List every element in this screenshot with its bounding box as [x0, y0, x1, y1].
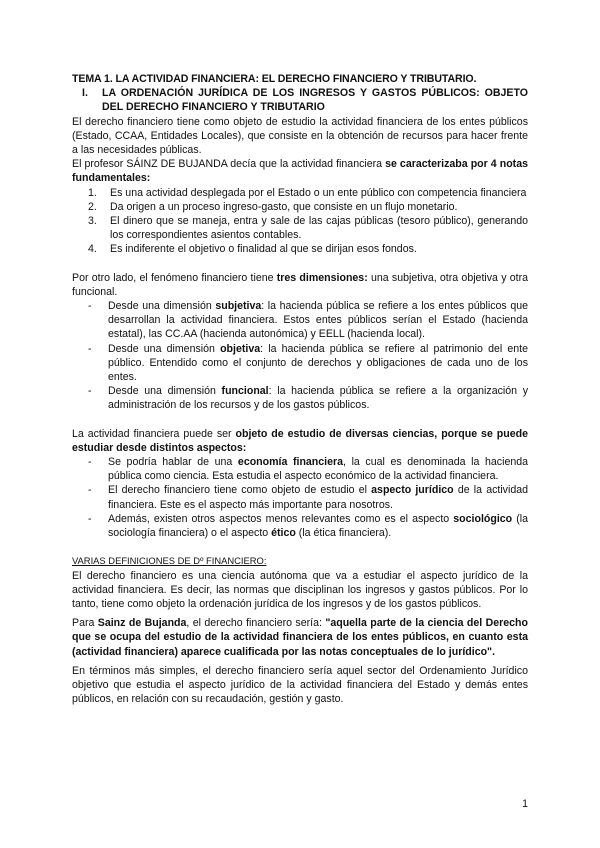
list-item-number: 2.	[88, 200, 97, 213]
list-item	[88, 384, 528, 412]
list-item-text: Desde una dimensión	[108, 385, 222, 398]
definiciones-heading: VARIAS DEFINICIONES DE Dº FINANCIERO:	[72, 555, 267, 567]
list-item	[88, 342, 528, 385]
paragraph-text: una subjetiva, otra objetiva y otra funcional.	[72, 271, 528, 298]
list-item	[88, 214, 528, 242]
list-item-number: 4.	[88, 243, 97, 256]
list-item	[88, 455, 528, 483]
list-item	[88, 512, 528, 540]
list-item-text: (la sociología financiera) o el aspecto	[108, 512, 529, 540]
paragraph-text: Para	[72, 617, 98, 630]
list-item-text: Da origen a un proceso ingreso-gasto, que consiste en un flujo monetario.	[110, 200, 458, 213]
paragraph-notas-intro	[72, 157, 528, 185]
list-item-text: : la hacienda pública se refiere al patrimonio del ente público. Entendido como el conjunto de derechos y obligaciones de cada uno de los entes.	[108, 342, 528, 384]
list-item-bold: aspecto jurídico	[371, 484, 454, 497]
list-item	[88, 242, 528, 256]
list-item-number: 3.	[88, 215, 97, 228]
list-item	[88, 186, 528, 200]
paragraph-text: , el derecho financiero sería:	[186, 617, 326, 630]
list-item-text: El dinero que se maneja, entra y sale de las cajas públicas (tesoro público), generando los correspondientes asientos contables.	[110, 215, 528, 242]
dash-bullet: -	[88, 484, 92, 497]
section-heading	[82, 86, 528, 114]
list-item-text: de la actividad financiera. Este es el aspecto más importante para nosotros.	[108, 484, 529, 511]
paragraph-bold: objeto de estudio de diversas ciencias, porque se puede estudiar desde distintos aspectos:	[72, 427, 529, 454]
list-item	[88, 483, 528, 511]
list-item-text: El derecho financiero tiene como objeto de estudio el	[108, 484, 372, 497]
paragraph-definicion-autonoma: El derecho financiero es una ciencia autónoma que va a estudiar el aspecto jurídico de la actividad financiera. Es decir, las normas que disciplinan los ingresos y gastos públicos. Por lo tanto, tiene como objeto la ordenación jurídica de los ingresos y de los gastos públicos.	[72, 569, 528, 610]
list-item-text: Es indiferente el objetivo o finalidad al que se dirijan esos fondos.	[110, 243, 417, 256]
notas-list	[72, 186, 528, 257]
list-item-number: 1.	[88, 186, 97, 199]
dash-bullet: -	[88, 385, 92, 398]
list-item-bold: economía financiera	[237, 456, 344, 469]
paragraph-text: Por otro lado, el fenómeno financiero tiene	[72, 271, 277, 284]
paragraph-bold: Sainz de Bujanda	[97, 617, 187, 630]
list-item-bold: sociológico	[453, 512, 513, 525]
aspectos-list	[72, 455, 528, 540]
dash-bullet: -	[88, 456, 92, 469]
paragraph-aspectos-intro	[72, 427, 528, 455]
paragraph-notas-intro-bold: se caracterizaba por 4 notas fundamentales:	[72, 158, 528, 185]
paragraph-text: La actividad financiera puede ser	[72, 427, 236, 440]
list-item-text: : la hacienda pública se refiere a la organización y administración de los recursos y de los gastos públicos.	[108, 385, 528, 412]
list-item-text: Además, existen otros aspectos menos relevantes como es el aspecto	[108, 512, 454, 525]
list-item-text: : la hacienda pública se refiere a los entes públicos que desarrollan la actividad financiera. Estos entes públicos serían el Estado (hacienda estatal), las CC.AA (hacienda autonómica) y EELL (hacienda local).	[108, 300, 528, 341]
list-item-bold: objetiva	[220, 342, 261, 355]
paragraph-definicion-sainz	[72, 616, 528, 659]
paragraph-notas-intro-text: El profesor SÁINZ DE BUJANDA decía que la actividad financiera	[72, 158, 386, 171]
list-item-text: Se podría hablar de una	[108, 456, 238, 469]
document-title: TEMA 1. LA ACTIVIDAD FINANCIERA: EL DERECHO FINANCIERO Y TRIBUTARIO.	[72, 73, 477, 85]
page-number: 1	[522, 798, 528, 810]
list-item	[88, 200, 528, 214]
list-item-text: (la ética financiera).	[295, 527, 392, 540]
dash-bullet: -	[88, 512, 92, 525]
list-item-text: Es una actividad desplegada por el Estado o un ente público con competencia financiera	[110, 186, 527, 199]
dash-bullet: -	[88, 342, 92, 355]
paragraph-dimensiones-intro	[72, 271, 528, 299]
paragraph-intro: El derecho financiero tiene como objeto de estudio la actividad financiera de los entes públicos (Estado, CCAA, Entidades Locales), que consiste en la obtención de recursos para hacer frente a las necesidades públicas.	[72, 115, 528, 157]
list-item-text: Desde una dimensión	[108, 342, 221, 355]
list-item-bold: funcional	[221, 385, 269, 398]
section-number: I.	[82, 87, 88, 100]
section-heading-text: LA ORDENACIÓN JURÍDICA DE LOS INGRESOS Y GASTOS PÚBLICOS: OBJETO DEL DERECHO FINANCIERO Y TRIBUTARIO	[102, 87, 528, 114]
paragraph-bold-quote: "aquella parte de la ciencia del Derecho que se ocupa del estudio de la actividad financiera de los entes públicos, en cuanto esta (actividad financiera) aparece cualificada por las notas conceptuales de lo jurídico".	[72, 617, 528, 658]
list-item-bold: ético	[271, 527, 296, 540]
dash-bullet: -	[88, 300, 92, 313]
dimensiones-list	[72, 299, 528, 413]
paragraph-definicion-simple: En términos más simples, el derecho financiero sería aquel sector del Ordenamiento Jurídico objetivo que estudia el aspecto jurídico de la actividad financiera del Estado y demás entes públicos, en relación con su recaudación, gestión y gasto.	[72, 664, 528, 706]
document-page	[72, 72, 528, 706]
list-item	[88, 299, 528, 342]
list-item-text: , la cual es denominada la hacienda pública como ciencia. Esta estudia el aspecto económico de la actividad financiera.	[108, 456, 529, 483]
list-item-bold: subjetiva	[215, 300, 262, 313]
paragraph-bold: tres dimensiones:	[276, 271, 368, 284]
list-item-text: Desde una dimensión	[108, 300, 216, 313]
